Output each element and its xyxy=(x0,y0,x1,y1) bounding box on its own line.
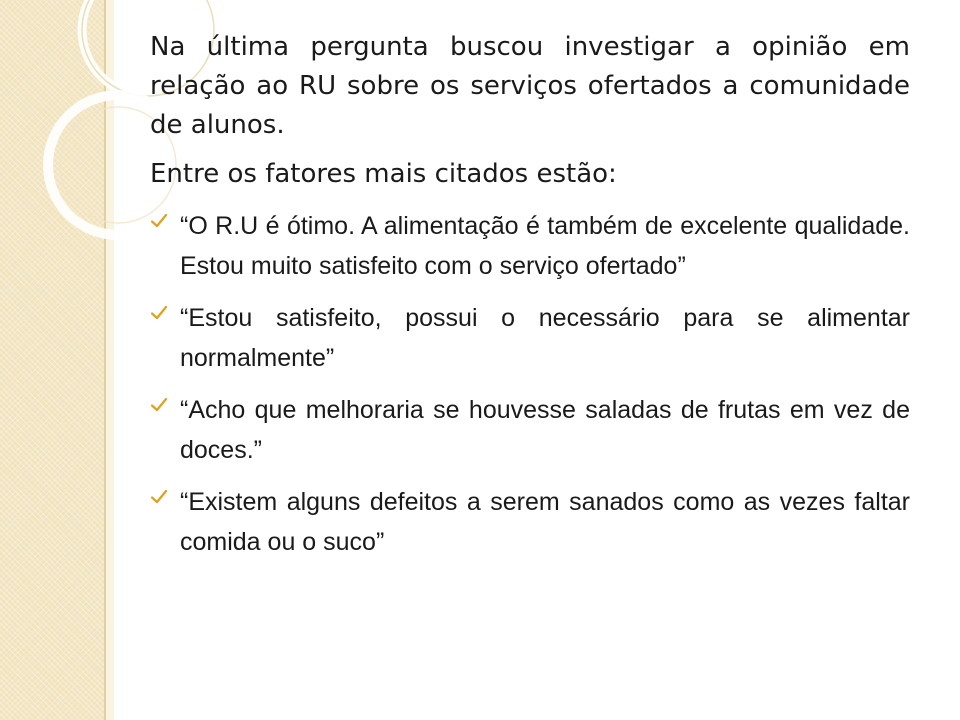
checkmark-icon xyxy=(150,488,168,506)
quote-text: “O R.U é ótimo. A alimentação é também de excelente qualidade. Estou muito satisfeito com o serviço ofertado” xyxy=(180,212,910,280)
list-item xyxy=(150,390,910,470)
quote-text: “Existem alguns defeitos a serem sanados como as vezes faltar comida ou o suco” xyxy=(180,488,910,556)
slide-content xyxy=(150,28,910,574)
checkmark-icon xyxy=(150,396,168,414)
quote-list xyxy=(150,206,910,562)
checkmark-icon xyxy=(150,304,168,322)
quote-text: “Estou satisfeito, possui o necessário para se alimentar normalmente” xyxy=(180,304,910,372)
quote-text: “Acho que melhoraria se houvesse saladas de frutas em vez de doces.” xyxy=(180,396,910,464)
factors-heading: Entre os fatores mais citados estão: xyxy=(150,159,617,189)
list-item xyxy=(150,206,910,286)
list-item xyxy=(150,298,910,378)
list-item xyxy=(150,482,910,562)
checkmark-icon xyxy=(150,212,168,230)
intro-paragraph: Na última pergunta buscou investigar a opinião em relação ao RU sobre os serviços ofertados a comunidade de alunos. xyxy=(150,32,910,140)
